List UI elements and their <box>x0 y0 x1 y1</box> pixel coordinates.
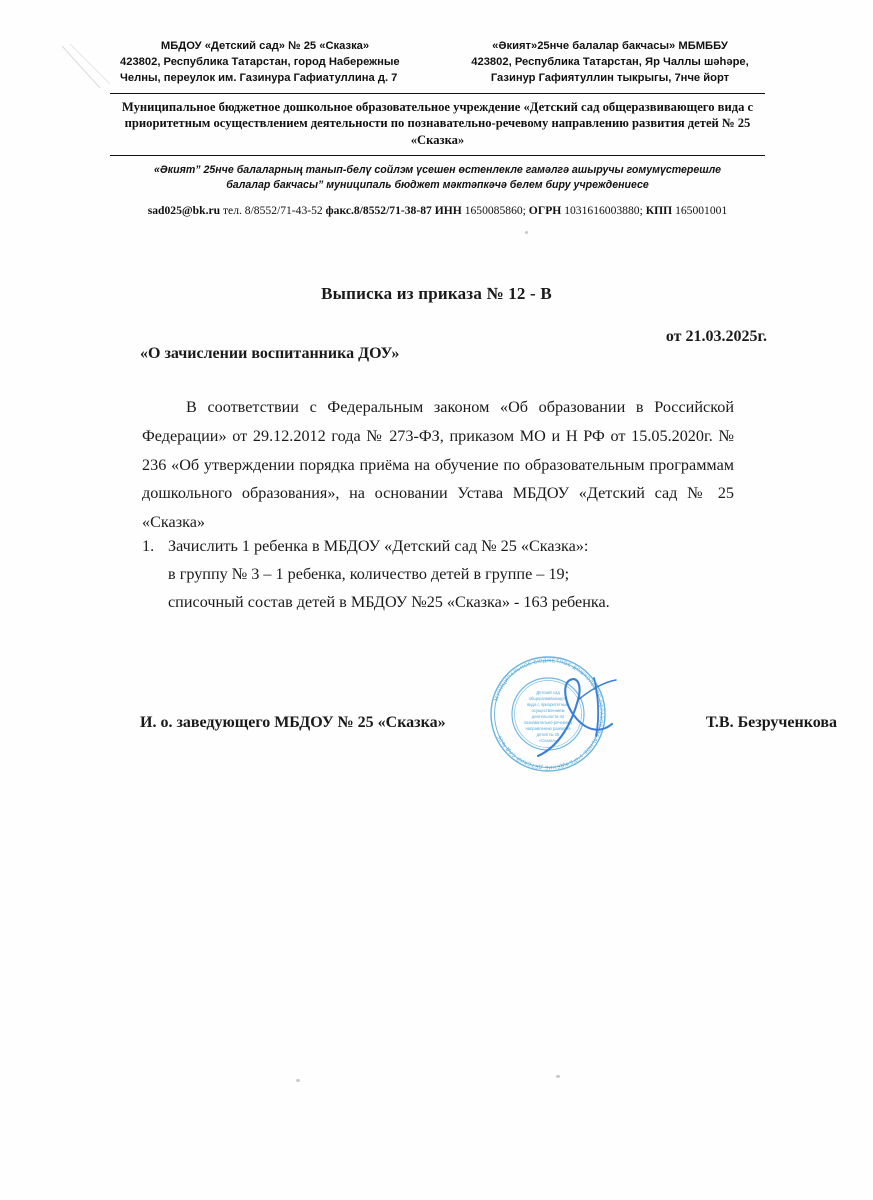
contact-fax: факс.8/8552/71-38-87 <box>325 204 432 218</box>
handwritten-signature <box>520 660 640 790</box>
document-subject: «О зачислении воспитанника ДОУ» <box>140 345 400 362</box>
signature-name: Т.В. Безрученкова <box>705 714 837 731</box>
intro-paragraph: В соответствии с Федеральным законом «Об образовании в Российской Федерации» от 29.12.2012 года № 273-ФЗ, приказом МО и Н РФ от 15.05.2020г. № 236 «Об утверждении порядка приёма на обучение по образовательным программам дошкольного образования», на основании Устава МБДОУ «Детский сад № 25 «Сказка» <box>142 398 734 532</box>
svg-text:направлению развития: направлению развития <box>525 726 571 731</box>
scan-speck <box>296 1079 300 1082</box>
letterhead <box>110 38 765 217</box>
svg-text:осуществлением: осуществлением <box>531 708 565 713</box>
svg-text:познавательно-речевому: познавательно-речевому <box>523 720 573 725</box>
document-date: от 21.03.2025г. <box>665 328 767 345</box>
header-divider-middle <box>110 155 765 156</box>
org-full-name-ru: Муниципальное бюджетное дошкольное образовательное учреждение «Детский сад общеразвивающего вида с приоритетным осуществлением деятельности по познавательно-речевому направлению развития детей № 25 «Сказка» <box>121 99 754 147</box>
contact-email: sad025@bk.ru <box>147 204 221 218</box>
ogrn-value: 1031616003880; <box>564 204 643 218</box>
scan-artifact <box>60 44 114 94</box>
org-address-tt-line1: 423802, Республика Татарстан, Яр Чаллы шәһәре, <box>471 56 749 69</box>
org-full-name-tt: «Әкият” 25нче балаларның танып-белү сойлэм үсешен өстенлекле гамәлгә ашыручы гомумүстерешле балалар бакчасы” муниципаль бюджет мәктәпкәчә белем биру учреждениесе <box>153 163 722 192</box>
inn-label: ИНН <box>434 204 462 218</box>
list-item <box>142 533 742 561</box>
list-item-sub-2: списочный состав детей в МБДОУ №25 «Сказка» - 163 ребенка. <box>168 592 610 611</box>
scan-speck <box>525 231 528 234</box>
inn-value: 1650085860; <box>464 204 526 218</box>
signature-position: И. о. заведующего МБДОУ № 25 «Сказка» <box>140 714 446 731</box>
org-address-ru-line1: 423802, Республика Татарстан, город Набережные <box>120 56 400 69</box>
letterhead-right-block <box>455 38 765 87</box>
org-short-name-tt: «Әкият»25нче балалар бакчасы» МБМББУ <box>492 40 728 52</box>
official-stamp <box>484 650 612 778</box>
org-address-ru-line2: Челны, переулок им. Газинура Гафиатуллина д. 7 <box>120 72 398 85</box>
letterhead-left-block <box>110 38 420 87</box>
kpp-label: КПП <box>645 204 673 218</box>
svg-text:детей № 25: детей № 25 <box>536 732 560 737</box>
contact-phone: тел. 8/8552/71-43-52 <box>222 204 323 218</box>
ogrn-label: ОГРН <box>528 204 562 218</box>
svg-text:МУНИЦИПАЛЬНОЕ БЮДЖЕТНОЕ ДОШКОЛ: МУНИЦИПАЛЬНОЕ БЮДЖЕТНОЕ ДОШКОЛЬНОЕ ОБРАЗОВАТЕЛЬНОЕ УЧРЕЖДЕНИЕ ДЕТСКИЙ САД №25 <box>493 657 605 771</box>
document-title: Выписка из приказа № 12 - В <box>321 284 552 303</box>
svg-text:«Сказка»: «Сказка» <box>538 738 558 743</box>
letterhead-columns <box>110 38 765 87</box>
svg-text:общеразвивающего: общеразвивающего <box>528 696 568 701</box>
org-short-name-ru: МБДОУ «Детский сад» № 25 «Сказка» <box>160 40 370 52</box>
list-item-number: 1. <box>142 537 155 555</box>
contacts-line <box>110 204 765 217</box>
scan-speck <box>556 1075 560 1078</box>
list-item-text: Зачислить 1 ребенка в МБДОУ «Детский сад № 25 «Сказка»: <box>168 537 589 555</box>
svg-text:Детский сад: Детский сад <box>536 690 560 695</box>
list-item-sub-1: в группу № 3 – 1 ребенка, количество детей в группе – 19; <box>168 564 570 583</box>
org-address-tt-line2: Газинур Гафиятуллин тыкрыгы, 7нче йорт <box>490 72 730 85</box>
svg-text:деятельности по: деятельности по <box>531 714 565 719</box>
ordered-list <box>142 533 742 617</box>
header-divider-top <box>110 93 765 94</box>
svg-text:вида с приоритетным: вида с приоритетным <box>527 702 569 707</box>
kpp-value: 165001001 <box>675 204 728 218</box>
